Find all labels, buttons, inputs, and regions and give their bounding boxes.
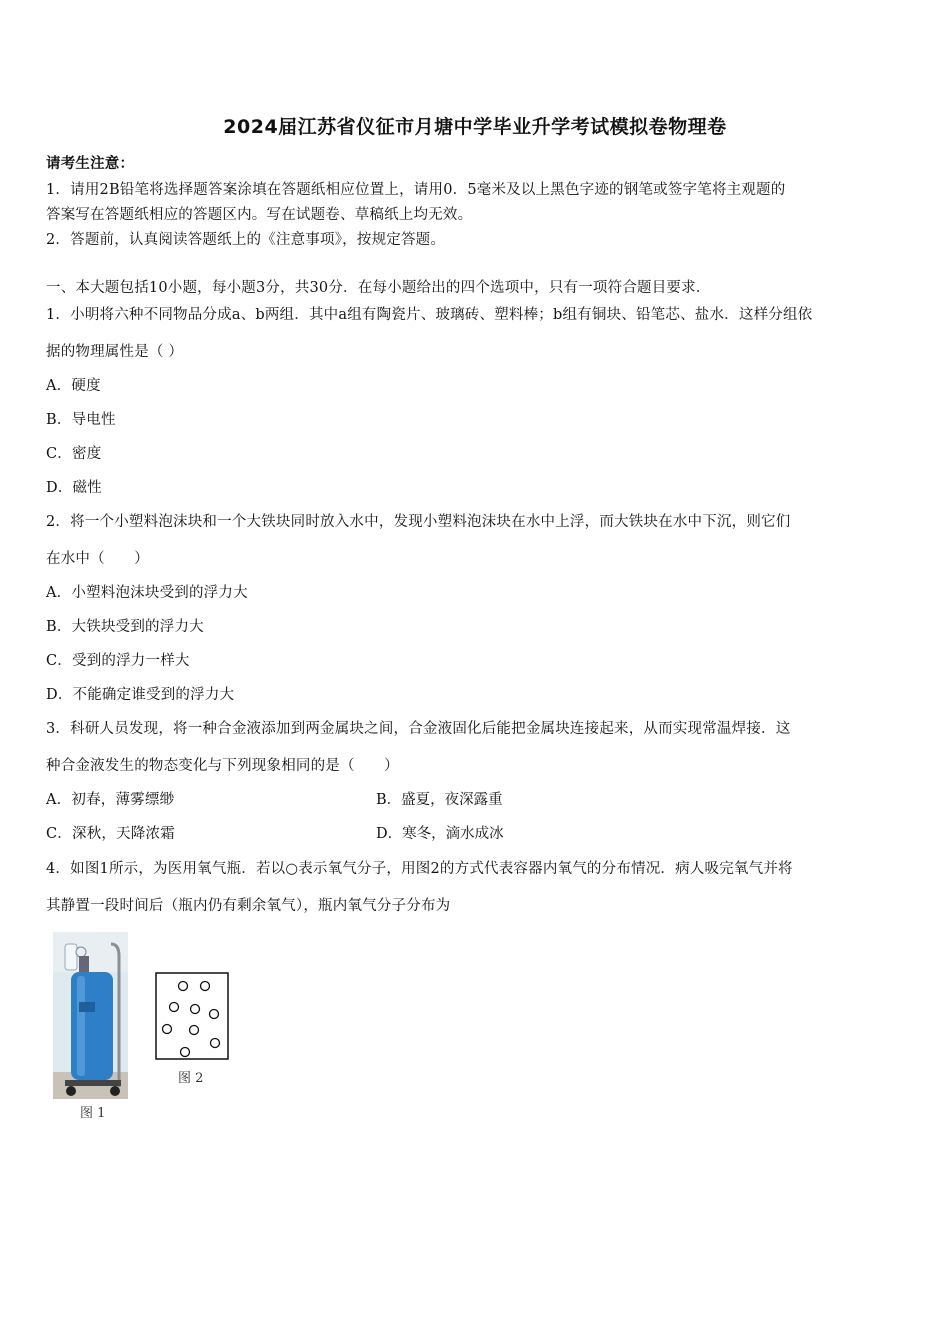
figure-2-caption: 图 2 (178, 1071, 204, 1086)
q1-option-b: B．导电性 (46, 412, 116, 428)
q2-option-c: C．受到的浮力一样大 (46, 653, 190, 669)
q2-option-a: A．小塑料泡沫块受到的浮力大 (46, 585, 248, 601)
q2-stem-line-1: 2．将一个小塑料泡沫块和一个大铁块同时放入水中，发现小塑料泡沫块在水中上浮，而大铁块在水中下沉，则它们 (46, 514, 791, 530)
q3-option-c: C．深秋，天降浓霜 (46, 826, 175, 842)
q3-option-b: B．盛夏，夜深露重 (376, 792, 503, 808)
notice-item-1-line-2: 答案写在答题纸相应的答题区内。写在试题卷、草稿纸上均无效。 (46, 207, 473, 223)
figure-1-caption: 图 1 (80, 1106, 106, 1121)
oxygen-cylinder-photo (53, 932, 128, 1099)
q1-stem-line-2: 据的物理属性是（ ） (46, 344, 184, 360)
q1-stem-line-1: 1．小明将六种不同物品分成a、b两组．其中a组有陶瓷片、玻璃砖、塑料棒；b组有铜块、铅笔芯、盐水．这样分组依 (46, 307, 813, 323)
notice-item-1-line-1: 1．请用2B铅笔将选择题答案涂填在答题纸相应位置上，请用0．5毫米及以上黑色字迹的钢笔或签字笔将主观题的 (46, 182, 786, 198)
notice-heading: 请考生注意： (46, 155, 135, 172)
q2-option-d: D．不能确定谁受到的浮力大 (46, 687, 235, 703)
q2-option-b: B．大铁块受到的浮力大 (46, 619, 204, 635)
q4-stem-line-2: 其静置一段时间后（瓶内仍有剩余氧气），瓶内氧气分子分布为 (46, 898, 451, 914)
q3-stem-line-2: 种合金液发生的物态变化与下列现象相同的是（ ） (46, 758, 399, 774)
oxygen-molecule-diagram (155, 972, 229, 1060)
q1-option-a: A．硬度 (46, 378, 101, 394)
page-title: 2024届江苏省仪征市月塘中学毕业升学考试模拟卷物理卷 (223, 116, 727, 138)
q3-option-a: A．初春，薄雾缥缈 (46, 792, 175, 808)
notice-item-2: 2．答题前，认真阅读答题纸上的《注意事项》，按规定答题。 (46, 232, 446, 248)
q1-option-d: D．磁性 (46, 480, 102, 496)
q2-stem-line-2: 在水中（ ） (46, 551, 149, 567)
q3-option-d: D．寒冬，滴水成冰 (376, 826, 504, 842)
q4-stem-line-1: 4．如图1所示，为医用氧气瓶．若以○表示氧气分子，用图2的方式代表容器内氧气的分布情况．病人吸完氧气并将 (46, 861, 793, 877)
q1-option-c: C．密度 (46, 446, 102, 462)
q3-stem-line-1: 3．科研人员发现，将一种合金液添加到两金属块之间，合金液固化后能把金属块连接起来，从而实现常温焊接．这 (46, 721, 791, 737)
section-heading: 一、本大题包括10小题，每小题3分，共30分．在每小题给出的四个选项中，只有一项符合题目要求． (46, 280, 711, 296)
